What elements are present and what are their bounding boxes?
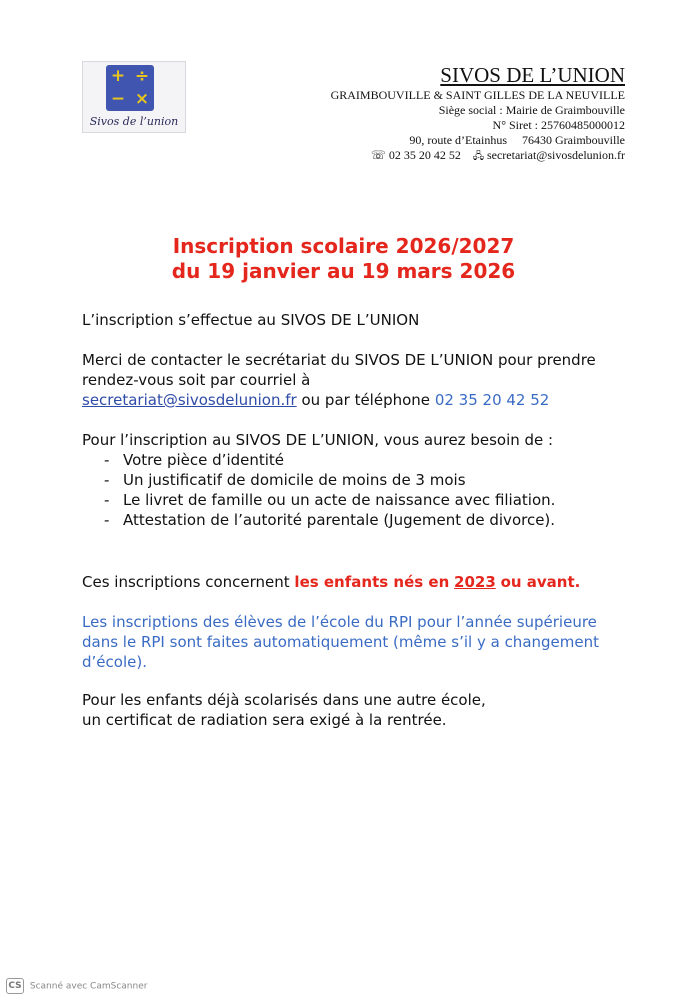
address-city: 76430 Graimbouville xyxy=(522,133,625,147)
contact-phone: 02 35 20 42 52 xyxy=(434,391,550,409)
requirements-intro: Pour l’inscription au SIVOS DE L’UNION, vous aurez besoin de : xyxy=(82,431,554,449)
minus-icon: − xyxy=(110,89,126,109)
secretariat-email-link[interactable]: secretariat@sivosdelunion.fr xyxy=(82,391,297,409)
logo-text: Sivos de l’union xyxy=(89,115,179,128)
eligibility-highlight-a: les enfants nés en xyxy=(294,573,450,591)
divide-icon: ÷ xyxy=(134,66,150,86)
letterhead-email: secretariat@sivosdelunion.fr xyxy=(486,148,625,162)
requirements-list xyxy=(82,450,642,530)
paragraph-contact xyxy=(82,350,642,410)
list-item: - Votre pièce d’identité xyxy=(104,450,642,470)
paragraph-inscription-location xyxy=(82,310,642,330)
camscanner-watermark xyxy=(6,978,147,994)
contact-line xyxy=(331,148,625,164)
p2-text-a: Merci de contacter le secrétariat du SIVOS DE L’UNION pour prendre rendez-vous soit par courriel à xyxy=(82,351,596,389)
address-street: 90, route d’Etainhus xyxy=(409,133,508,147)
p1-text: L’inscription s’effectue au SIVOS DE L’UNION xyxy=(82,311,420,329)
plus-icon: + xyxy=(110,66,126,86)
phone-icon: ☏ xyxy=(370,148,386,162)
paragraph-eligibility xyxy=(82,572,642,592)
communes-line: GRAIMBOUVILLE & SAINT GILLES DE LA NEUVILLE xyxy=(330,88,625,102)
radiation-line-1: Pour les enfants déjà scolarisés dans une autre école, xyxy=(82,691,486,709)
heading-line-1: Inscription scolaire 2026/2027 xyxy=(172,234,515,258)
address-line xyxy=(331,133,625,148)
inscription-heading xyxy=(0,234,687,284)
list-item: - Un justificatif de domicile de moins de 3 mois xyxy=(104,470,642,490)
sivos-logo xyxy=(82,61,186,133)
camscanner-icon: CS xyxy=(6,978,24,994)
email-icon: 🖧 xyxy=(472,151,484,162)
siret-line: N° Siret : 25760485000012 xyxy=(492,118,625,132)
siege-line: Siège social : Mairie de Graimbouville xyxy=(438,103,625,117)
paragraph-requirements xyxy=(82,430,642,530)
p4-text: Ces inscriptions concernent xyxy=(82,573,290,591)
p2-text-b: ou par téléphone xyxy=(301,391,431,409)
rpi-info-text: Les inscriptions des élèves de l’école du RPI pour l’année supérieure dans le RPI sont faites automatiquement (même s’il y a changement d’école). xyxy=(82,613,599,671)
letterhead xyxy=(331,62,625,164)
list-item: - Le livret de famille ou un acte de naissance avec filiation. xyxy=(104,490,642,510)
watermark-text: Scanné avec CamScanner xyxy=(29,981,148,992)
letterhead-phone: 02 35 20 42 52 xyxy=(388,148,461,162)
heading-line-2: du 19 janvier au 19 mars 2026 xyxy=(171,259,516,283)
paragraph-rpi-info xyxy=(82,612,622,672)
list-item: - Attestation de l’autorité parentale (Jugement de divorce). xyxy=(104,510,642,530)
paragraph-radiation xyxy=(82,690,642,730)
multiply-icon: × xyxy=(134,89,150,109)
radiation-line-2: un certificat de radiation sera exigé à la rentrée. xyxy=(82,711,447,729)
logo-math-symbols xyxy=(106,65,154,111)
eligibility-year: 2023 xyxy=(454,573,496,591)
eligibility-highlight-b: ou avant. xyxy=(500,573,581,591)
organization-title: SIVOS DE L’UNION xyxy=(440,63,625,87)
